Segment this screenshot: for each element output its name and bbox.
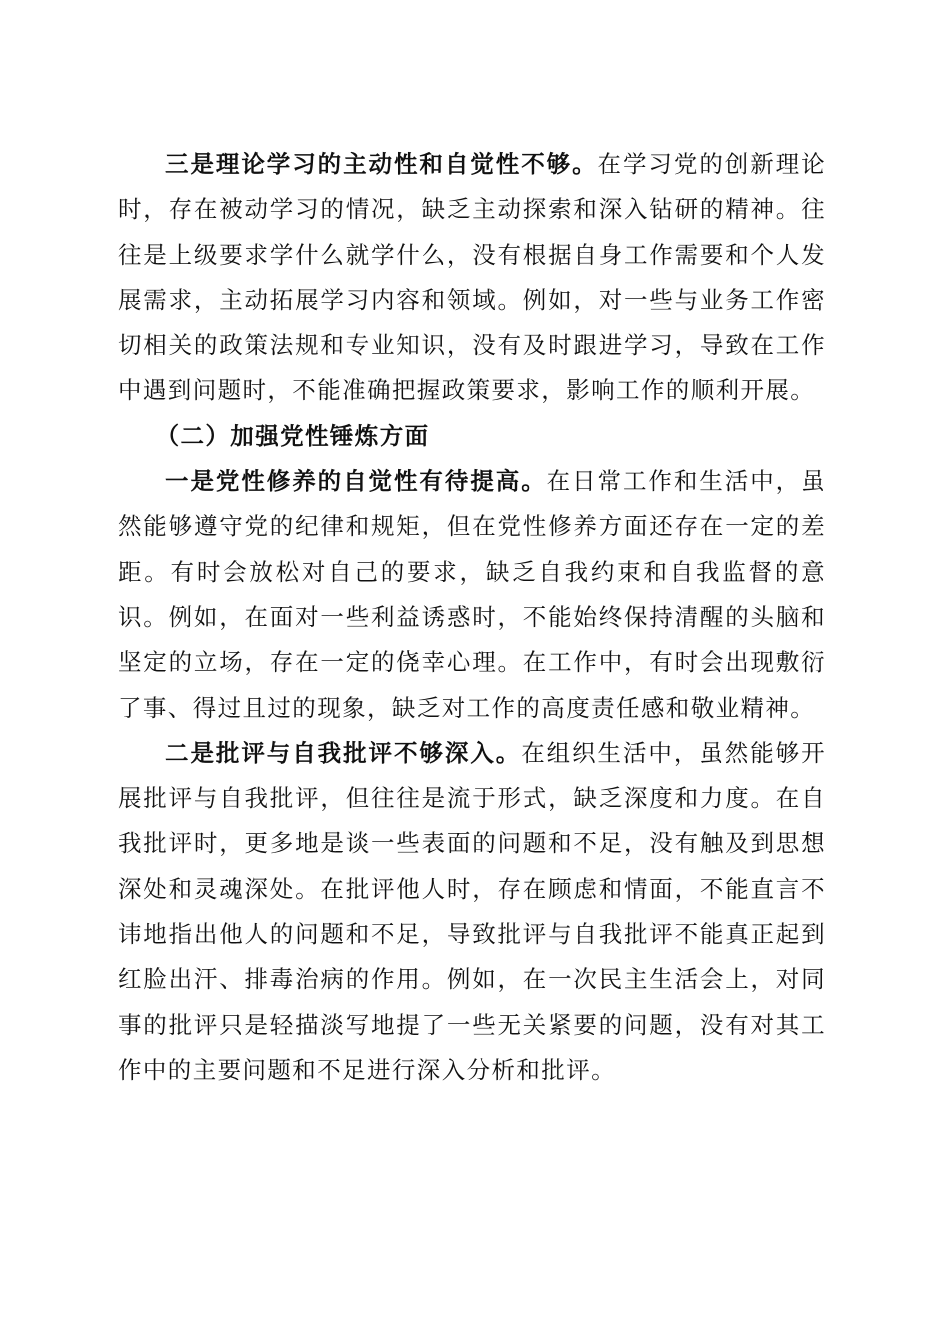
paragraph-lead: 一是党性修养的自觉性有待提高。	[165, 467, 547, 496]
paragraph-theory-study	[118, 142, 826, 414]
paragraph-text: 在组织生活中，虽然能够开展批评与自我批评，但往往是流于形式，缺乏深度和力度。在自我批评时，更多地是谈一些表面的问题和不足，没有触及到思想深处和灵魂深处。在批评他人时，存在顾虑和情面，不能直言不讳地指出他人的问题和不足，导致批评与自我批评不能真正起到红脸出汗、排毒治病的作用。例如，在一次民主生活会上，对同事的批评只是轻描淡写地提了一些无关紧要的问题，没有对其工作中的主要问题和不足进行深入分析和批评。	[118, 738, 826, 1084]
paragraph-text: 在学习党的创新理论时，存在被动学习的情况，缺乏主动探索和深入钻研的精神。往往是上级要求学什么就学什么，没有根据自身工作需要和个人发展需求，主动拓展学习内容和领域。例如，对一些与业务工作密切相关的政策法规和专业知识，没有及时跟进学习，导致在工作中遇到问题时，不能准确把握政策要求，影响工作的顺利开展。	[118, 150, 826, 405]
paragraph-lead: 三是理论学习的主动性和自觉性不够。	[165, 150, 598, 178]
paragraph-party-cultivation	[118, 459, 826, 731]
document-body	[118, 142, 826, 1093]
paragraph-text: 在日常工作和生活中，虽然能够遵守党的纪律和规矩，但在党性修养方面还存在一定的差距。有时会放松对自己的要求，缺乏自我约束和自我监督的意识。例如，在面对一些利益诱惑时，不能始终保持清醒的头脑和坚定的立场，存在一定的侥幸心理。在工作中，有时会出现敷衍了事、得过且过的现象，缺乏对工作的高度责任感和敬业精神。	[118, 467, 826, 722]
paragraph-lead: 二是批评与自我批评不够深入。	[165, 738, 522, 767]
section-heading: （二）加强党性锤炼方面	[155, 421, 430, 450]
paragraph-criticism	[118, 731, 826, 1093]
